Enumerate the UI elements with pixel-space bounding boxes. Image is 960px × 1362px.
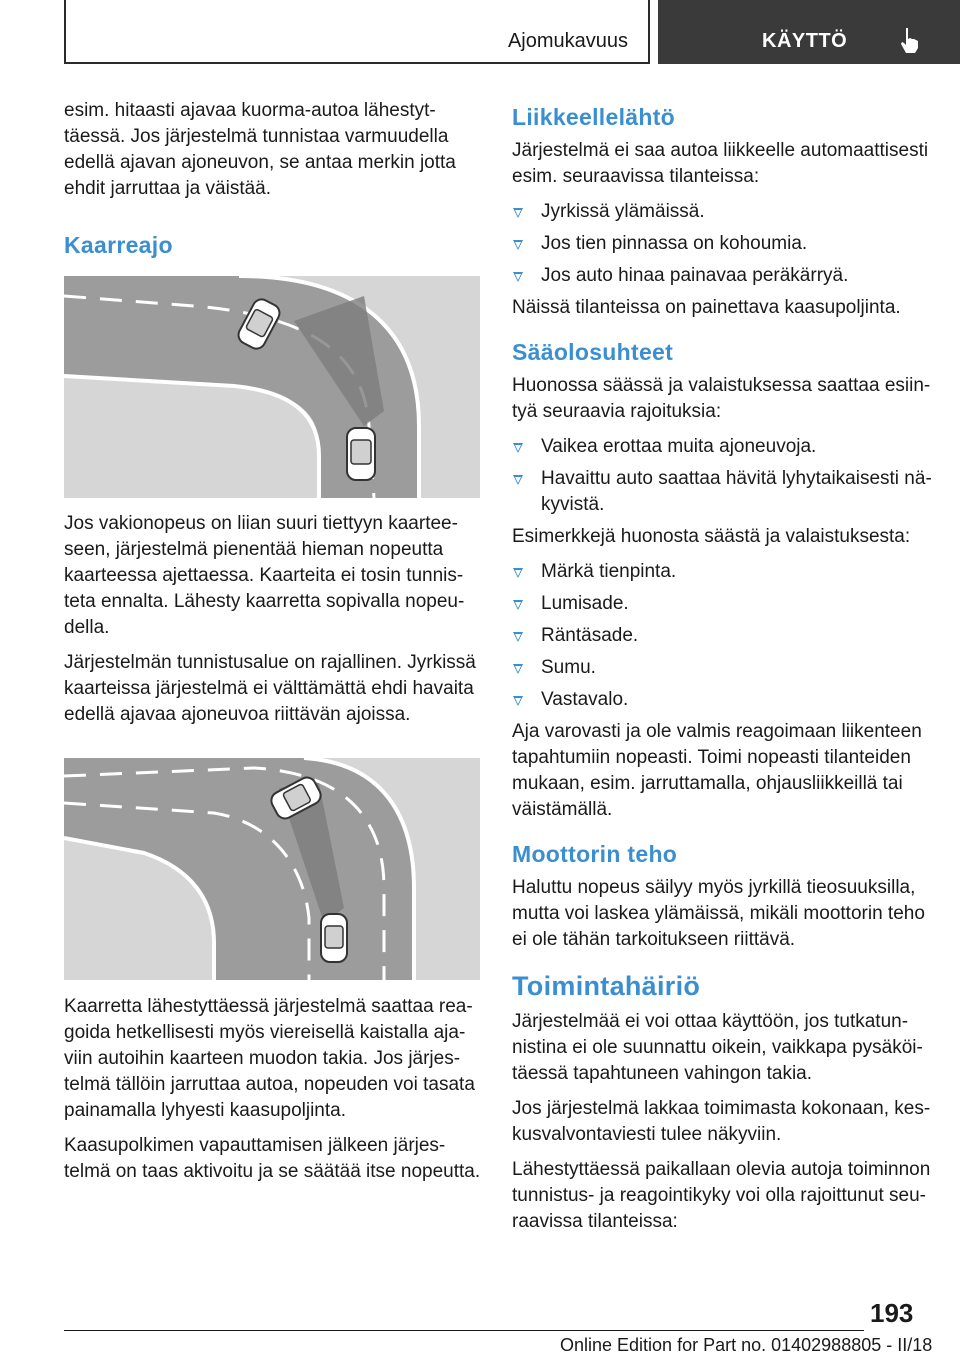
weather-examples-list [512,559,932,713]
list-item: Havaittu auto saattaa hävitä lyhytaikaisesti nä‐ kyvistä. [512,466,932,518]
start-paragraph: Järjestelmä ei saa autoa liikkeelle automaattisesti esim. seuraavissa tilanteissa: [512,140,929,187]
bullet-triangle-icon [513,600,523,610]
heading-moottorin-teho: Moottorin teho [512,841,678,867]
heading-kaarreajo: Kaarreajo [64,232,173,258]
page-number: 193 [870,1298,914,1328]
bullet-triangle-icon [513,208,523,218]
curve-paragraph-2: Järjestelmän tunnistusalue on rajallinen. Jyrkissä kaarteissa järjestelmä ei välttämättä ehdi havaita edellä ajavaa ajoneuvoa riittävän ajoissa. [64,652,476,725]
bullet-triangle-icon [513,475,523,485]
hand-pointer-icon [894,24,926,56]
bullet-triangle-icon [513,664,523,674]
chapter-title: KÄYTTÖ [762,30,848,52]
section-title: Ajomukavuus [507,30,628,52]
bullet-triangle-icon [513,272,523,282]
start-after-paragraph: Näissä tilanteissa on painettava kaasupoljinta. [512,297,901,318]
list-item: Vaikea erottaa muita ajoneuvoja. [512,434,932,460]
list-item: Märkä tienpinta. [512,559,932,585]
weather-after-paragraph: Aja varovasti ja ole valmis reagoimaan liikenteen tapahtumiin nopeasti. Toimi nopeasti tilanteiden mukaan, esim. jarruttamalla, ohjausliikkeillä tai väistämällä. [512,721,922,820]
weather-list [512,434,932,518]
header-chapter-box [658,0,960,64]
weather-examples-paragraph: Esimerkkejä huonosta säästä ja valaistuksesta: [512,526,911,547]
bullet-triangle-icon [513,696,523,706]
heading-toimintahairio: Toimintahäiriö [512,971,701,1001]
list-item: Sumu. [512,655,932,681]
car-own-2 [321,914,347,962]
right-column [512,98,932,1244]
list-item: Vastavalo. [512,687,932,713]
header-section-box [64,0,650,64]
list-item: Lumisade. [512,591,932,617]
curve-figure-1 [64,276,480,498]
left-column [64,98,484,1194]
bullet-triangle-icon [513,568,523,578]
intro-paragraph: esim. hitaasti ajavaa kuorma-autoa lähestyt‐ täessä. Jos järjestelmä tunnistaa varmuudella edellä ajavan ajoneuvon, se antaa merkin jotta ehdit jarruttaa ja väistää. [64,100,456,199]
footer-divider [64,1330,864,1331]
weather-paragraph: Huonossa säässä ja valaistuksessa saattaa esiin‐ tyä seuraavia rajoituksia: [512,375,931,422]
start-list [512,199,932,289]
engine-paragraph: Haluttu nopeus säilyy myös jyrkillä tieosuuksilla, mutta voi laskea ylämäissä, mikäli moottorin teho ei ole tähän tarkoitukseen riittävä. [512,877,925,950]
curve-paragraph-4: Kaasupolkimen vapauttamisen jälkeen järjes‐ telmä on taas aktivoitu ja se säätää itse nopeutta. [64,1135,481,1182]
bullet-triangle-icon [513,240,523,250]
fault-paragraph-1: Järjestelmää ei voi ottaa käyttöön, jos tutkatun‐ nistina ei ole suunnattu oikein, vaikkapa pysäköi‐ täessä tapahtuneen vahingon takia. [512,1011,923,1084]
curve-figure-2 [64,758,480,980]
bullet-triangle-icon [513,443,523,453]
fault-paragraph-2: Jos järjestelmä lakkaa toimimasta kokonaan, kes‐ kusvalvontaviesti tulee näkyviin. [512,1098,931,1145]
curve-paragraph-3: Kaarretta lähestyttäessä järjestelmä saattaa rea‐ goida hetkellisesti myös viereisellä kaistalla aja‐ viin autoihin kaarteen muodon takia. Jos järjes‐ telmä tällöin jarruttaa autoa, nopeuden voi tasata painamalla lyhyesti kaasupoljinta. [64,996,475,1121]
car-own [347,428,375,480]
footer-edition: Online Edition for Part no. 01402988805 - II/18 [560,1335,933,1355]
heading-saaolosuhteet: Sääolosuhteet [512,339,674,365]
list-item: Jyrkissä ylämäissä. [512,199,932,225]
fault-paragraph-3: Lähestyttäessä paikallaan olevia autoja toiminnon tunnistus- ja reagointikyky voi olla rajoittunut seu‐ raavissa tilanteissa: [512,1159,931,1232]
bullet-triangle-icon [513,632,523,642]
curve-paragraph-1: Jos vakionopeus on liian suuri tiettyyn kaartee‐ seen, järjestelmä pienentää hieman nopeutta kaarteessa ajettaessa. Kaarteita ei tosin tunnis‐ teta ennalta. Lähesty kaarretta sopivalla nopeu‐ della. [64,513,465,638]
list-item: Jos auto hinaa painavaa peräkärryä. [512,263,932,289]
list-item: Räntäsade. [512,623,932,649]
heading-liikkeellelahto: Liikkeellelähtö [512,104,676,130]
list-item: Jos tien pinnassa on kohoumia. [512,231,932,257]
